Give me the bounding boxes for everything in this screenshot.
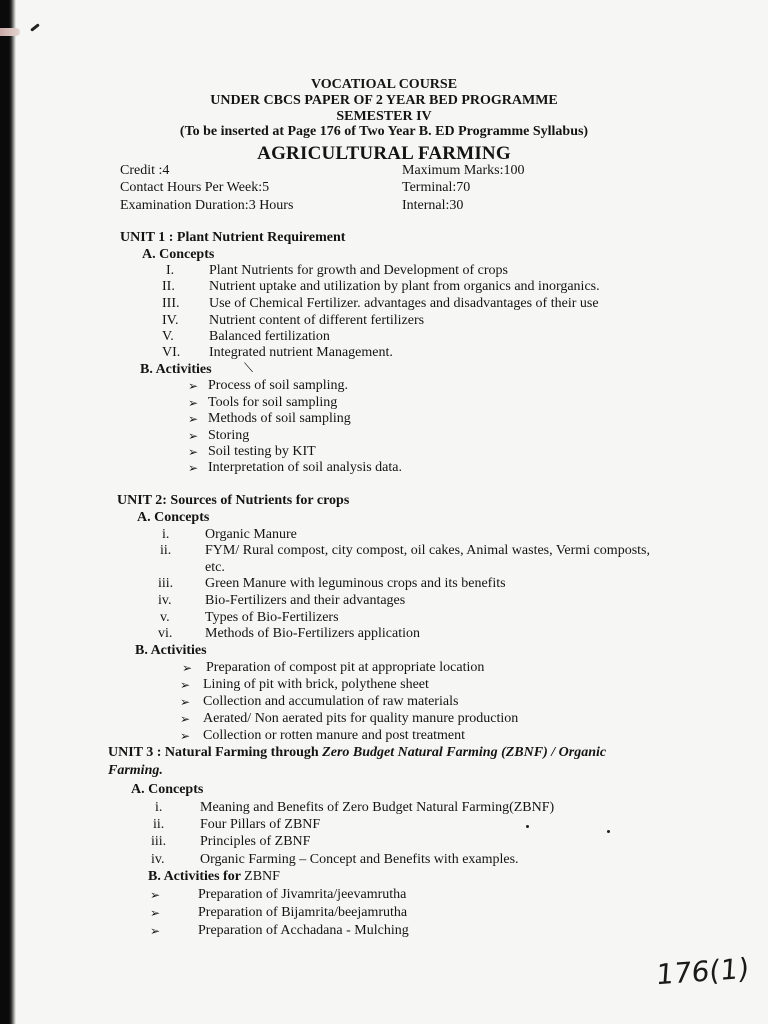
list-number: II.	[162, 279, 175, 294]
list-item: Use of Chemical Fertilizer. advantages and disadvantages of their use	[209, 296, 599, 311]
contact-hours-text: Contact Hours Per Week:5	[120, 180, 270, 195]
list-item: Preparation of Bijamrita/beejamrutha	[198, 905, 408, 920]
list-item: Soil testing by KIT	[208, 444, 316, 459]
list-number: I.	[166, 263, 175, 278]
unit3-activities-heading-bold: B. Activities for	[148, 869, 245, 884]
list-number: IV.	[162, 313, 179, 328]
unit3-concepts-heading: A. Concepts	[131, 782, 204, 797]
internal-marks-text: Internal:30	[402, 198, 464, 213]
list-item: Tools for soil sampling	[208, 395, 338, 410]
arrowhead-bullet-icon: ➢	[150, 888, 161, 902]
list-item: Lining of pit with brick, polythene sheet	[203, 677, 429, 692]
unit3-activities-heading	[148, 869, 280, 885]
list-item: Methods of soil sampling	[208, 411, 351, 426]
list-item: Collection and accumulation of raw materials	[203, 694, 459, 709]
list-item: Balanced fertilization	[209, 329, 330, 344]
list-number: vi.	[158, 626, 173, 641]
arrowhead-bullet-icon: ➢	[180, 695, 191, 709]
unit1-title: UNIT 1 : Plant Nutrient Requirement	[120, 230, 346, 245]
list-item: Green Manure with leguminous crops and its benefits	[205, 576, 506, 591]
unit3-title	[108, 745, 606, 761]
list-number: ii.	[160, 543, 172, 558]
list-number: ii.	[153, 817, 165, 832]
list-number: III.	[162, 296, 180, 311]
list-number: iii.	[158, 576, 174, 591]
list-item: Principles of ZBNF	[200, 834, 311, 849]
course-type-heading: VOCATIOAL COURSE	[310, 77, 458, 92]
unit2-activities-heading: B. Activities	[135, 643, 207, 658]
list-number: iv.	[151, 852, 165, 867]
list-item: FYM/ Rural compost, city compost, oil cakes, Animal wastes, Vermi composts,	[205, 543, 650, 558]
unit2-title: UNIT 2: Sources of Nutrients for crops	[117, 493, 350, 508]
arrowhead-bullet-icon: ➢	[182, 661, 193, 675]
stray-pen-mark: ⟍	[244, 360, 254, 375]
list-item: Types of Bio-Fertilizers	[205, 610, 339, 625]
arrowhead-bullet-icon: ➢	[188, 445, 199, 459]
list-number: iv.	[158, 593, 172, 608]
list-item: Process of soil sampling.	[208, 378, 348, 393]
pen-tick-mark	[30, 23, 40, 32]
arrowhead-bullet-icon: ➢	[150, 924, 161, 938]
arrowhead-bullet-icon: ➢	[180, 678, 191, 692]
unit3-activities-heading-rest: ZBNF	[244, 869, 280, 884]
list-number: v.	[160, 610, 170, 625]
arrowhead-bullet-icon: ➢	[188, 461, 199, 475]
list-item: Integrated nutrient Management.	[209, 345, 393, 360]
list-item: Organic Farming – Concept and Benefits with examples.	[200, 852, 519, 867]
list-item: Bio-Fertilizers and their advantages	[205, 593, 406, 608]
unit1-activities-heading: B. Activities	[140, 362, 212, 377]
list-item: Four Pillars of ZBNF	[200, 817, 321, 832]
max-marks-text: Maximum Marks:100	[402, 163, 525, 178]
exam-duration-text: Examination Duration:3 Hours	[120, 198, 294, 213]
unit2-concepts-heading: A. Concepts	[137, 510, 210, 525]
arrowhead-bullet-icon: ➢	[188, 429, 199, 443]
list-item: Collection or rotten manure and post treatment	[203, 728, 466, 743]
unit1-concepts-heading: A. Concepts	[142, 247, 215, 262]
list-number: iii.	[151, 834, 167, 849]
programme-heading: UNDER CBCS PAPER OF 2 YEAR BED PROGRAMME	[210, 93, 558, 108]
arrowhead-bullet-icon: ➢	[188, 379, 199, 393]
list-item: etc.	[205, 560, 225, 575]
unit3-title-plain: UNIT 3 : Natural Farming through	[108, 745, 323, 760]
page-title: AGRICULTURAL FARMING	[257, 143, 511, 164]
list-number: i.	[162, 527, 170, 542]
list-number: V.	[162, 329, 174, 344]
list-item: Interpretation of soil analysis data.	[208, 460, 402, 475]
terminal-marks-text: Terminal:70	[402, 180, 471, 195]
scan-corner-mark	[0, 28, 20, 36]
list-item: Preparation of compost pit at appropriate location	[206, 660, 485, 675]
list-item: Plant Nutrients for growth and Development of crops	[209, 263, 508, 278]
list-item: Methods of Bio-Fertilizers application	[205, 626, 421, 641]
arrowhead-bullet-icon: ➢	[150, 906, 161, 920]
handwritten-page-number: 176(1)	[654, 951, 751, 992]
semester-heading: SEMESTER IV	[336, 109, 432, 124]
arrowhead-bullet-icon: ➢	[188, 412, 199, 426]
list-item: Nutrient content of different fertilizers	[209, 313, 425, 328]
arrowhead-bullet-icon: ➢	[188, 396, 199, 410]
list-item: Aerated/ Non aerated pits for quality manure production	[203, 711, 519, 726]
scan-speck	[607, 830, 610, 833]
list-item: Preparation of Acchadana - Mulching	[198, 923, 409, 938]
arrowhead-bullet-icon: ➢	[180, 712, 191, 726]
unit3-title-continued: Farming.	[108, 763, 163, 778]
list-number: VI.	[162, 345, 181, 360]
list-item: Organic Manure	[205, 527, 297, 542]
list-item: Nutrient uptake and utilization by plant from organics and inorganics.	[209, 279, 600, 294]
list-item: Meaning and Benefits of Zero Budget Natural Farming(ZBNF)	[200, 800, 555, 815]
arrowhead-bullet-icon: ➢	[180, 729, 191, 743]
unit3-title-italic: Zero Budget Natural Farming (ZBNF) / Organic	[322, 745, 607, 760]
list-item: Storing	[208, 428, 250, 443]
list-item: Preparation of Jivamrita/jeevamrutha	[198, 887, 407, 902]
insertion-note: (To be inserted at Page 176 of Two Year B. ED Programme Syllabus)	[179, 124, 589, 139]
list-number: i.	[155, 800, 163, 815]
credit-text: Credit :4	[120, 163, 170, 178]
scan-speck	[526, 825, 529, 828]
